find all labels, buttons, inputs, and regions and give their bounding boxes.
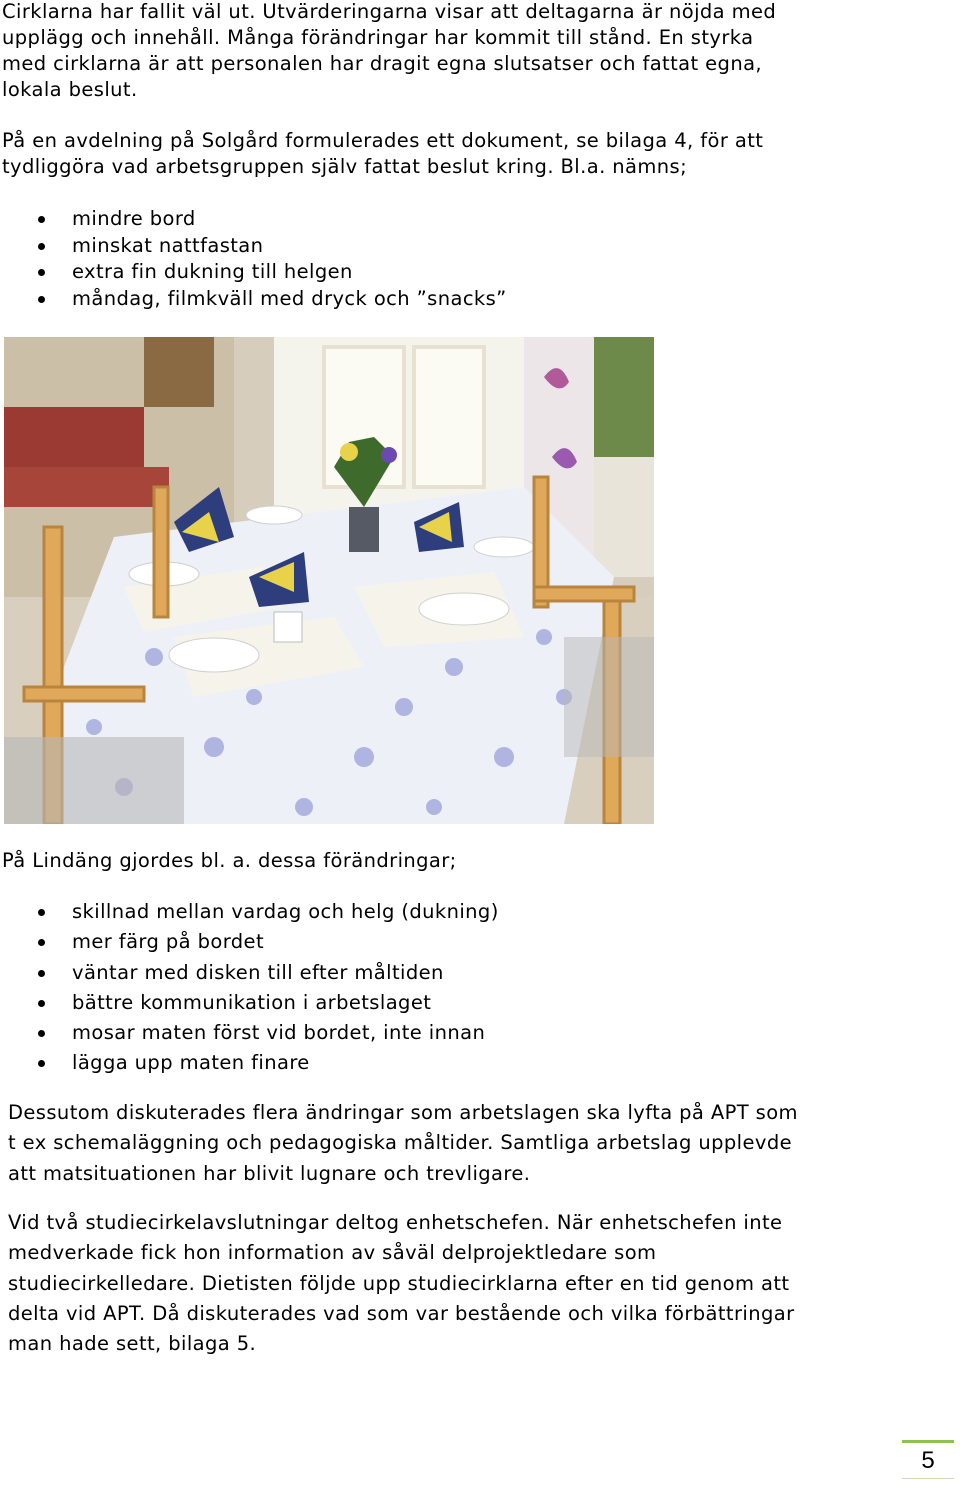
- dessutom-line: att matsituationen har blivit lugnare och trevligare.: [8, 1161, 531, 1185]
- dessutom-line: t ex schemaläggning och pedagogiska måltider. Samtliga arbetslag upplevde: [8, 1131, 793, 1155]
- page-number-underline: [902, 1478, 954, 1479]
- studiecirkel-paragraph: [8, 1208, 795, 1359]
- studiecirkel-line: Vid två studiecirkelavslutningar deltog enhetschefen. När enhetschefen inte: [8, 1211, 783, 1234]
- list-item: måndag, filmkväll med dryck och ”snacks”: [0, 286, 507, 313]
- intro-line: lokala beslut.: [2, 78, 138, 101]
- studiecirkel-line: medverkade fick hon information av såväl delprojektledare som: [8, 1241, 657, 1265]
- list-item: extra fin dukning till helgen: [0, 259, 507, 286]
- dessutom-paragraph: [8, 1098, 798, 1189]
- list-item: väntar med disken till efter måltiden: [0, 958, 499, 988]
- solgard-bullet-list: [0, 206, 507, 312]
- list-item: skillnad mellan vardag och helg (dukning): [0, 897, 499, 927]
- list-item: mosar maten först vid bordet, inte innan: [0, 1018, 499, 1048]
- dessutom-line: Dessutom diskuterades flera ändringar som arbetslagen ska lyfta på APT som: [8, 1101, 798, 1124]
- page-number: 5: [921, 1447, 935, 1474]
- list-item: mindre bord: [0, 206, 507, 233]
- intro-line: med cirklarna är att personalen har dragit egna slutsatser och fattat egna,: [2, 52, 763, 75]
- list-item: lägga upp maten finare: [0, 1048, 499, 1078]
- dining-table-photo: [4, 337, 654, 824]
- studiecirkel-line: studiecirkelledare. Dietisten följde upp studiecirklarna efter en tid genom att: [8, 1271, 790, 1295]
- intro-paragraph: [2, 0, 776, 103]
- studiecirkel-line: delta vid APT. Då diskuterades vad som var bestående och vilka förbättringar: [8, 1301, 795, 1325]
- lindang-bullet-list: [0, 897, 499, 1079]
- lindang-intro: På Lindäng gjordes bl. a. dessa förändringar;: [2, 849, 457, 872]
- intro-line: upplägg och innehåll. Många förändringar har kommit till stånd. En styrka: [2, 26, 754, 49]
- list-item: minskat nattfastan: [0, 233, 507, 260]
- intro-line: Cirklarna har fallit väl ut. Utvärderingarna visar att deltagarna är nöjda med: [2, 0, 777, 23]
- page-number-rule: [902, 1440, 954, 1443]
- studiecirkel-line: man hade sett, bilaga 5.: [8, 1332, 257, 1356]
- solgard-paragraph: [2, 128, 763, 180]
- solgard-line: På en avdelning på Solgård formulerades ett dokument, se bilaga 4, för att: [2, 129, 764, 152]
- list-item: mer färg på bordet: [0, 927, 499, 957]
- solgard-line: tydliggöra vad arbetsgruppen själv fattat beslut kring. Bl.a. nämns;: [2, 155, 688, 178]
- list-item: bättre kommunikation i arbetslaget: [0, 988, 499, 1018]
